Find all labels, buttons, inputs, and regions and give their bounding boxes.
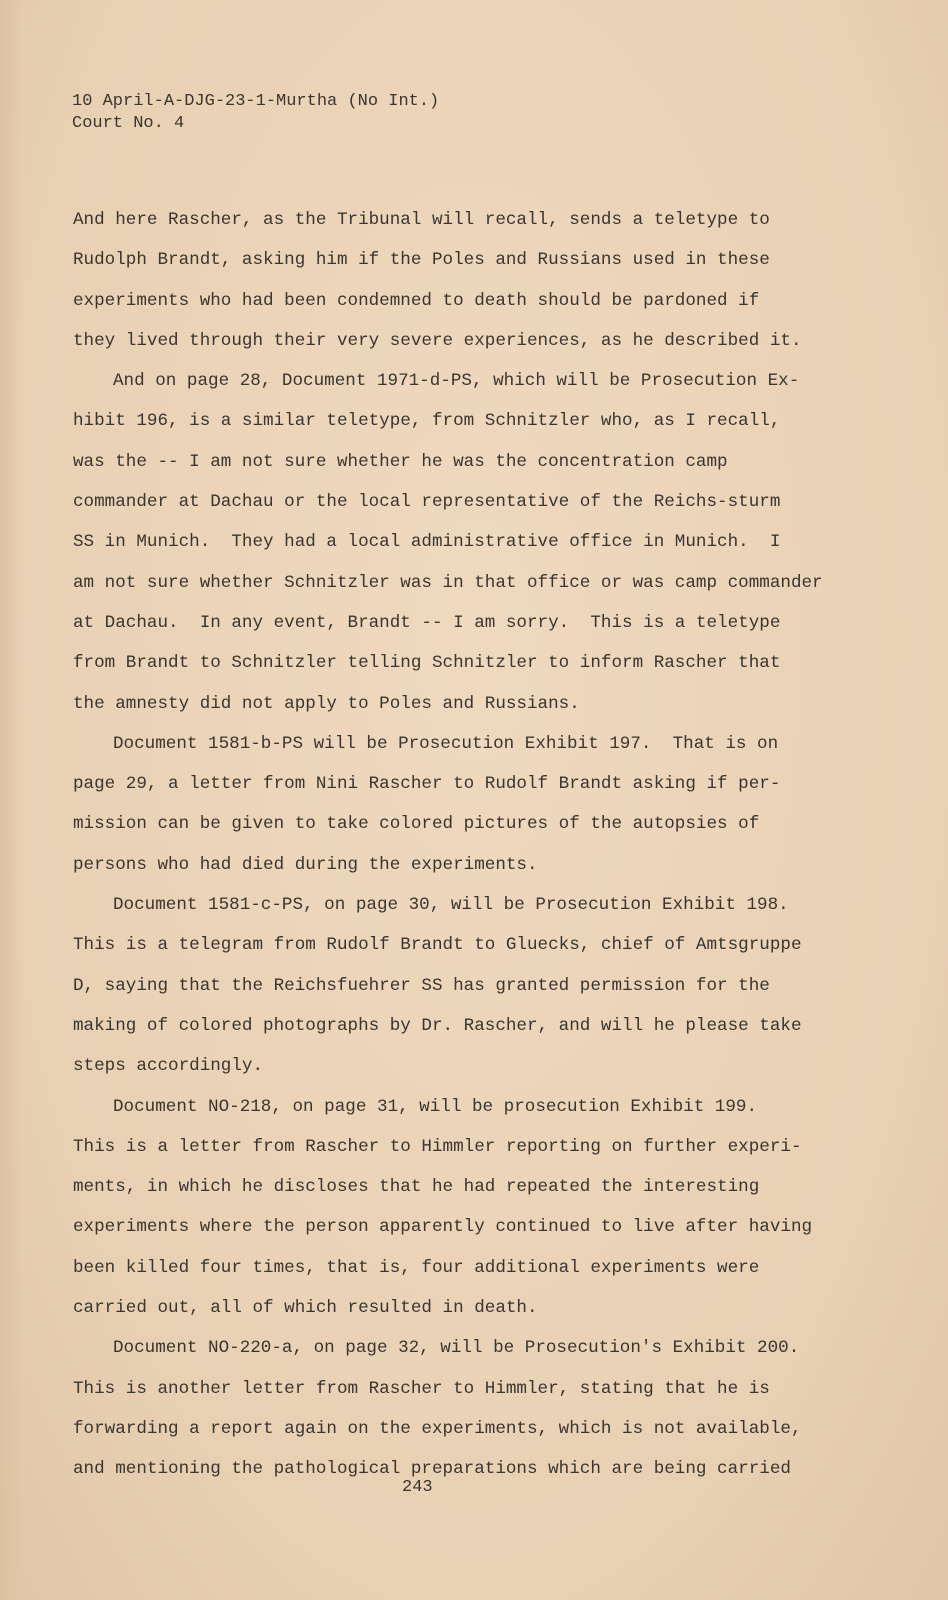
text-line: carried out, all of which resulted in death. [73, 1298, 538, 1319]
text-line: commander at Dachau or the local representative of the Reichs-sturm [73, 492, 781, 513]
text-line: am not sure whether Schnitzler was in that office or was camp commander [73, 572, 823, 593]
text-line: Document 1581-b-PS will be Prosecution Exhibit 197. That is on [113, 733, 779, 754]
text-line: making of colored photographs by Dr. Rascher, and will he please take [73, 1015, 802, 1036]
text-line: SS in Munich. They had a local administrative office in Munich. I [73, 532, 781, 553]
text-line: And here Rascher, as the Tribunal will recall, sends a teletype to [73, 210, 770, 230]
text-line: This is a letter from Rascher to Himmler reporting on further experi- [73, 1136, 802, 1157]
text-line: they lived through their very severe experiences, as he described it. [73, 330, 802, 351]
document-body [73, 208, 823, 1498]
text-line: hibit 196, is a similar teletype, from Schnitzler who, as I recall, [73, 411, 781, 432]
header-reference: 10 April-A-DJG-23-1-Murtha (No Int.) [72, 92, 440, 111]
text-line: This is a telegram from Rudolf Brandt to Gluecks, chief of Amtsgruppe [73, 935, 802, 956]
text-line: from Brandt to Schnitzler telling Schnitzler to inform Rascher that [73, 653, 781, 674]
paper-edge [0, 0, 22, 1600]
text-line: And on page 28, Document 1971-d-PS, which will be Prosecution Ex- [113, 371, 800, 392]
text-line: experiments where the person apparently continued to live after having [73, 1217, 813, 1238]
text-line: page 29, a letter from Nini Rascher to Rudolf Brandt asking if per- [73, 774, 781, 795]
text-line: persons who had died during the experiments. [73, 854, 538, 875]
text-line: experiments who had been condemned to death should be pardoned if [73, 290, 760, 311]
text-line: steps accordingly. [73, 1056, 264, 1077]
text-line: was the -- I am not sure whether he was the concentration camp [73, 451, 728, 472]
text-line: been killed four times, that is, four additional experiments were [73, 1257, 760, 1278]
page-number: 243 [402, 1478, 433, 1497]
header-court: Court No. 4 [72, 114, 185, 133]
text-line: Document NO-220-a, on page 32, will be Prosecution's Exhibit 200. [113, 1338, 800, 1359]
text-line: Document 1581-c-PS, on page 30, will be Prosecution Exhibit 198. [113, 895, 789, 916]
text-line: D, saying that the Reichsfuehrer SS has granted permission for the [73, 975, 770, 996]
text-line: and mentioning the pathological preparations which are being carried [73, 1459, 791, 1480]
text-line: forwarding a report again on the experiments, which is not available, [73, 1418, 802, 1439]
text-line: ments, in which he discloses that he had repeated the interesting [73, 1177, 760, 1198]
text-line: This is another letter from Rascher to Himmler, stating that he is [73, 1378, 770, 1399]
text-line: Document NO-218, on page 31, will be prosecution Exhibit 199. [113, 1096, 758, 1117]
text-line: the amnesty did not apply to Poles and Russians. [73, 693, 580, 714]
text-line: Rudolph Brandt, asking him if the Poles and Russians used in these [73, 250, 770, 271]
text-line: mission can be given to take colored pictures of the autopsies of [73, 814, 760, 835]
text-line: at Dachau. In any event, Brandt -- I am sorry. This is a teletype [73, 612, 781, 633]
